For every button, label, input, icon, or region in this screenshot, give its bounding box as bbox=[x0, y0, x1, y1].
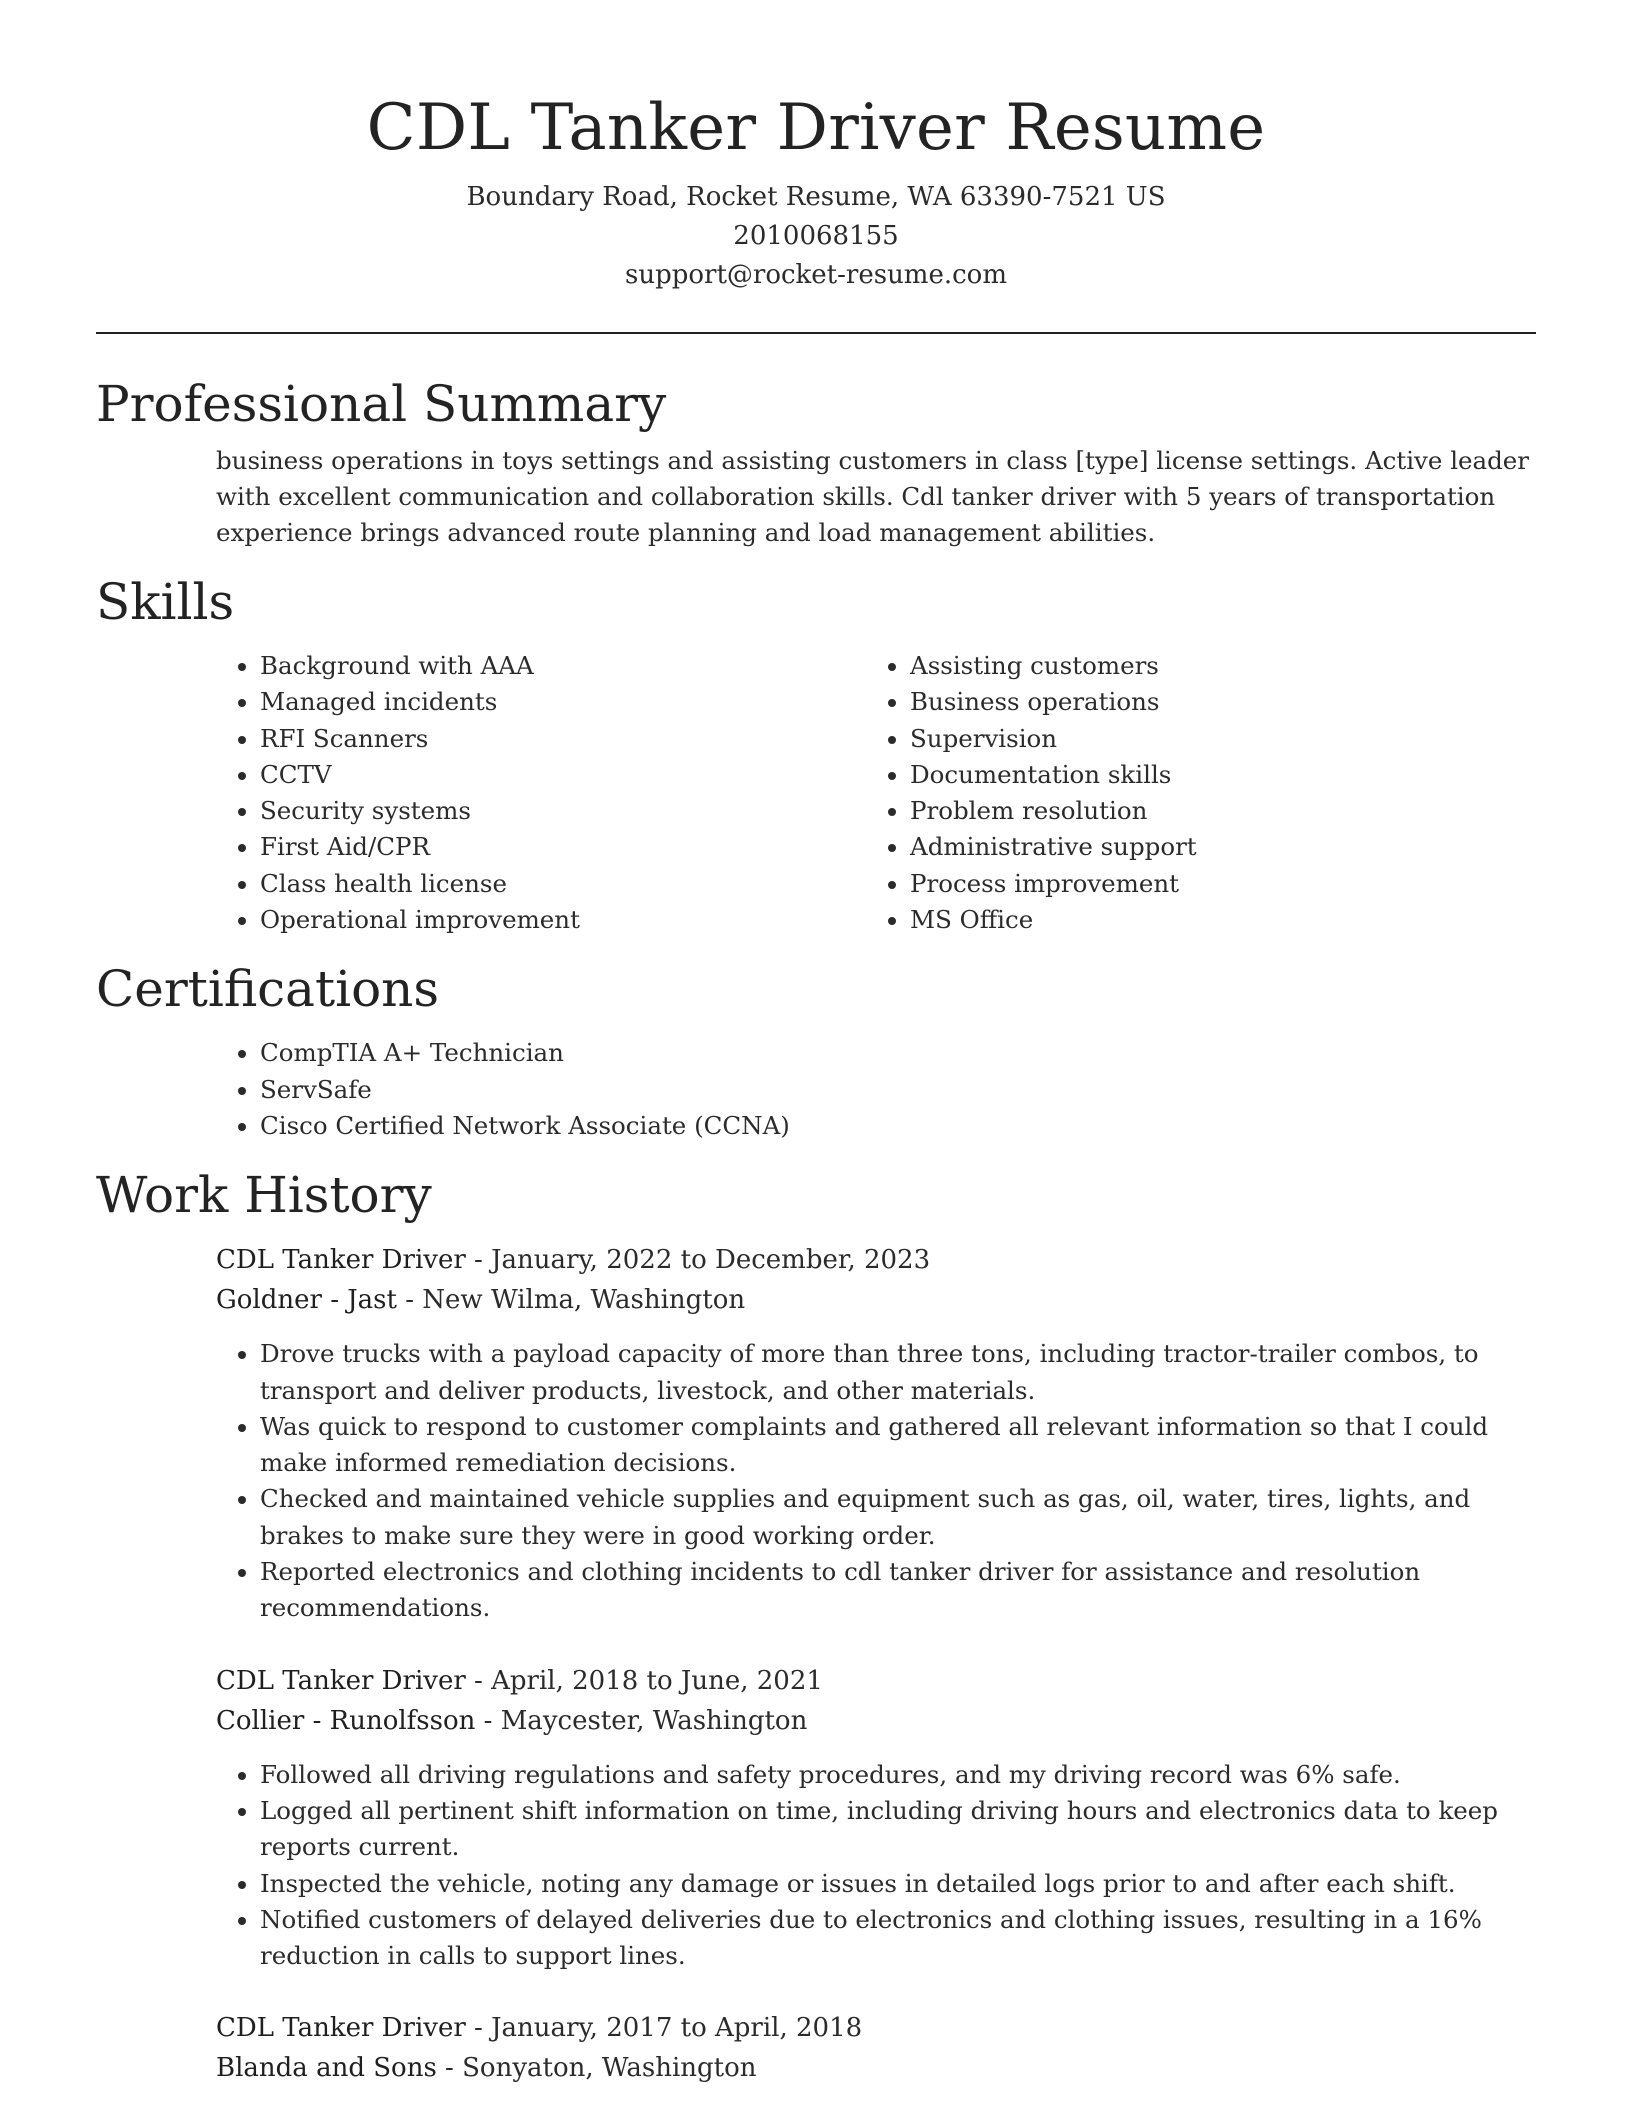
resume-page bbox=[96, 0, 1536, 2088]
certification-item: • Cisco Certified Network Associate (CCNA) bbox=[260, 1108, 1536, 1144]
skill-item: • RFI Scanners bbox=[260, 721, 746, 757]
skill-item: • Supervision bbox=[910, 721, 1536, 757]
job-bullet: • Notified customers of delayed deliveries due to electronics and clothing issues, resulting in a 16% reduction in calls to support lines. bbox=[260, 1902, 1536, 1975]
job-role: CDL Tanker Driver bbox=[216, 1665, 466, 1696]
job-bullet: • Logged all pertinent shift information on time, including driving hours and electronics data to keep reports current. bbox=[260, 1793, 1536, 1866]
skill-item: • Business operations bbox=[910, 684, 1536, 720]
job-company-line bbox=[216, 2048, 1536, 2088]
certifications-heading: Certifications bbox=[96, 960, 440, 1019]
job-location: - New Wilma, Washington bbox=[396, 1285, 746, 1316]
skill-item: • First Aid/CPR bbox=[260, 829, 746, 865]
skill-item: • Security systems bbox=[260, 793, 746, 829]
job-location: - Sonyaton, Washington bbox=[436, 2053, 757, 2084]
job-entry bbox=[216, 1661, 1536, 1975]
skill-item: • Class health license bbox=[260, 866, 746, 902]
job-role-line bbox=[216, 1240, 1536, 1280]
certification-item: • ServSafe bbox=[260, 1072, 1536, 1108]
job-bullet: • Was quick to respond to customer complaints and gathered all relevant information so that I could make informed remediation decisions. bbox=[260, 1409, 1536, 1482]
job-location: - Maycester, Washington bbox=[475, 1705, 808, 1736]
skills-heading: Skills bbox=[96, 573, 235, 631]
skill-item: • Background with AAA bbox=[260, 648, 746, 684]
job-company: Goldner - Jast bbox=[216, 1285, 397, 1316]
job-bullet: • Reported electronics and clothing incidents to cdl tanker driver for assistance and resolution recommendations. bbox=[260, 1554, 1536, 1627]
job-company-line bbox=[216, 1280, 1536, 1320]
skills-list bbox=[96, 648, 1536, 938]
skill-item: • Administrative support bbox=[910, 829, 1536, 865]
job-role-line bbox=[216, 1661, 1536, 1701]
phone-text: 2010068155 bbox=[733, 221, 899, 251]
job-bullets bbox=[216, 1757, 1536, 1975]
job-bullet: • Followed all driving regulations and safety procedures, and my driving record was 6% safe. bbox=[260, 1757, 1536, 1793]
job-role: CDL Tanker Driver bbox=[216, 2013, 466, 2044]
skill-item: • Managed incidents bbox=[260, 684, 746, 720]
job-role: CDL Tanker Driver bbox=[216, 1245, 466, 1276]
skill-item: • CCTV bbox=[260, 757, 746, 793]
job-entry bbox=[216, 2008, 1536, 2088]
skill-item: • MS Office bbox=[910, 902, 1536, 938]
job-bullet: • Inspected the vehicle, noting any damage or issues in detailed logs prior to and after each shift. bbox=[260, 1866, 1536, 1902]
certification-item: • CompTIA A+ Technician bbox=[260, 1035, 1536, 1071]
header-divider bbox=[96, 332, 1536, 334]
skill-item: • Documentation skills bbox=[910, 757, 1536, 793]
job-bullet: • Checked and maintained vehicle supplies and equipment such as gas, oil, water, tires, lights, and brakes to make sure they were in good working order. bbox=[260, 1481, 1536, 1554]
job-dates: - January, 2017 to April, 2018 bbox=[465, 2013, 863, 2044]
job-bullets bbox=[216, 1336, 1536, 1626]
job-dates: - January, 2022 to December, 2023 bbox=[465, 1245, 931, 1276]
resume-title: CDL Tanker Driver Resume bbox=[366, 91, 1266, 165]
summary-paragraph: business operations in toys settings and assisting customers in class [type] license settings. Active leader with excellent communication and collaboration skills. Cdl tanker driver with 5 years of transportation experience brings advanced route planning and load management abilities. bbox=[216, 446, 1530, 547]
summary-heading: Professional Summary bbox=[96, 375, 667, 433]
job-company: Collier - Runolfsson bbox=[216, 1705, 476, 1736]
skill-item: • Assisting customers bbox=[910, 648, 1536, 684]
work-history-heading: Work History bbox=[96, 1166, 432, 1225]
job-company-line bbox=[216, 1701, 1536, 1741]
certifications-list bbox=[96, 1035, 1536, 1144]
email-text: support@rocket-resume.com bbox=[624, 260, 1007, 290]
skill-item: • Problem resolution bbox=[910, 793, 1536, 829]
job-bullet: • Drove trucks with a payload capacity of more than three tons, including tractor-trailer combos, to transport and deliver products, livestock, and other materials. bbox=[260, 1336, 1536, 1409]
job-dates: - April, 2018 to June, 2021 bbox=[465, 1665, 823, 1696]
job-entry bbox=[216, 1240, 1536, 1626]
skills-column-right bbox=[746, 648, 1536, 938]
skills-column-left bbox=[96, 648, 746, 938]
skill-item: • Operational improvement bbox=[260, 902, 746, 938]
contact-block bbox=[96, 178, 1536, 295]
job-role-line bbox=[216, 2008, 1536, 2048]
job-company: Blanda and Sons bbox=[216, 2053, 437, 2084]
address-text: Boundary Road, Rocket Resume, WA 63390-7521 US bbox=[466, 182, 1166, 212]
skill-item: • Process improvement bbox=[910, 866, 1536, 902]
